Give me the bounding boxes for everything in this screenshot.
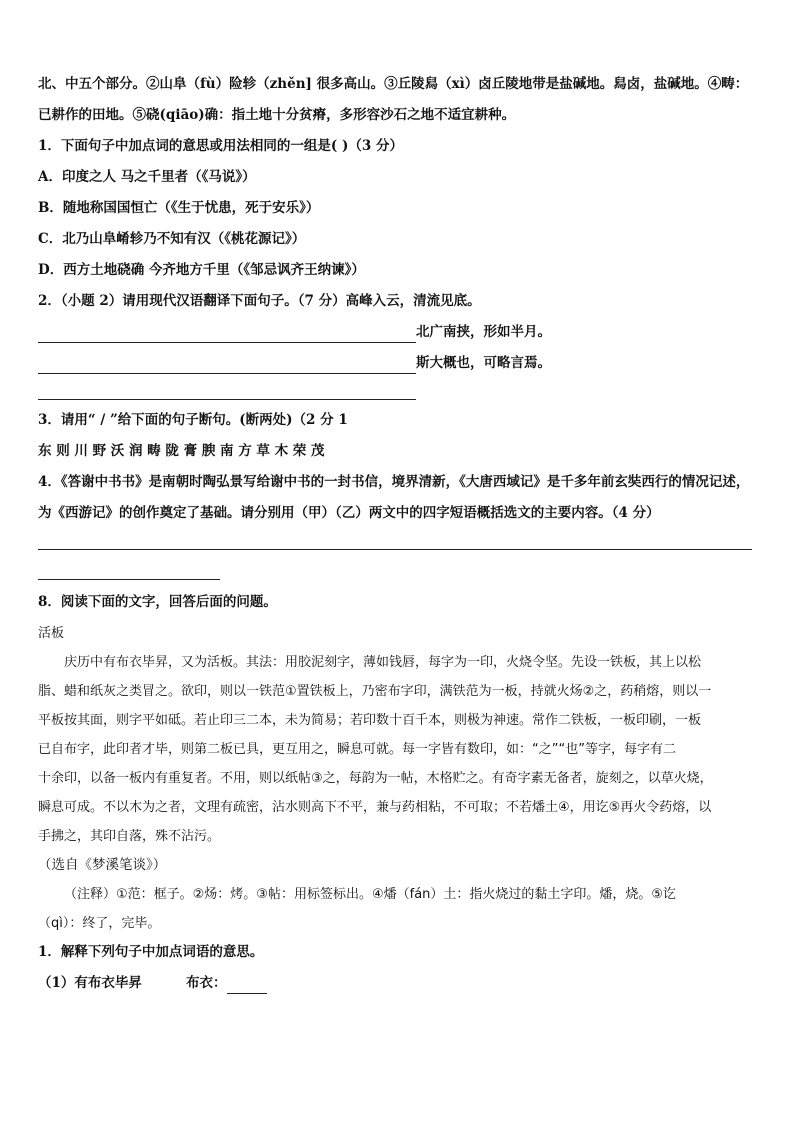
note-line-1: 北、中五个部分。②山阜（fù）险轸（zhěn] 很多高山。③丘陵舄（xì）卤丘陵地带是盐碱地。舄卤，盐碱地。④畴：	[38, 76, 749, 92]
answer-line-c	[38, 384, 758, 400]
passage-line: 庆历中有布衣毕昇，又为活板。其法：用胶泥刻字，薄如钱唇，每字为一印，火烧令坚。先设一铁板，其上以松	[64, 655, 702, 670]
item-word-label: 布衣：	[186, 975, 227, 991]
answer-blank[interactable]	[38, 564, 220, 580]
question-1-option-a: A．印度之人 马之千里者（《马说》）	[38, 169, 256, 185]
passage-line: 手拂之，其印自落，殊不沾污。	[38, 829, 221, 844]
question-1-option-b: B．随地称国国恒亡（《生于忧患，死于安乐》）	[38, 200, 320, 216]
question-8-1-item	[38, 973, 758, 994]
answer-line-d	[38, 534, 758, 550]
passage-notes-line-2: （qì）：终了，完毕。	[38, 916, 161, 931]
answer-line-b	[38, 353, 758, 374]
passage-source: （选自《梦溪笔谈》）	[38, 857, 167, 873]
answer-line-a-tail: 北广南挟，形如半月。	[416, 324, 551, 340]
question-4-line-1: 4．《答谢中书书》是南朝时陶弘景写给谢中书的一封书信，境界清新，《大唐西域记》是千多年前玄奘西行的情况记述，	[38, 474, 750, 490]
question-1-stem: 1．下面句子中加点词的意思或用法相同的一组是( )（3 分）	[38, 138, 403, 154]
question-3-sentence: 东 则 川 野 沃 润 畴 陇 膏 腴 南 方 草 木 荣 茂	[38, 443, 325, 459]
passage-line: 十余印，以备一板内有重复者。不用，则以纸帖③之，每韵为一帖，木格贮之。有奇字素无备者，旋刻之，以草火烧，	[38, 771, 713, 786]
passage-title: 活板	[38, 626, 65, 641]
passage-line: 平板按其面，则字平如砥。若止印三二本，未为简易；若印数十百千本，则极为神速。常作二铁板，一板印刷，一板	[38, 713, 702, 728]
answer-blank[interactable]	[38, 534, 752, 550]
answer-line-b-tail: 斯大概也，可略言焉。	[416, 355, 551, 371]
question-3-stem: 3．请用“ / ”给下面的句子断句。(断两处)（2 分 1	[38, 412, 348, 428]
answer-blank[interactable]	[38, 358, 416, 374]
question-8-1-stem: 1．解释下列句子中加点词语的意思。	[38, 944, 264, 960]
passage-line: 瞬息可成。不以木为之者，文理有疏密，沾水则高下不平，兼与药相粘，不可取；不若燔土④，用讫⑤再火令药熔，以	[38, 800, 712, 815]
item-sentence: （1）有布衣毕昇	[38, 975, 142, 991]
note-line-2: 已耕作的田地。⑤硗(qiāo)确：指土地十分贫瘠，多形容沙石之地不适宜耕种。	[38, 107, 516, 123]
answer-line-a	[38, 322, 758, 343]
answer-line-e	[38, 564, 758, 580]
answer-blank[interactable]	[227, 978, 267, 994]
document-page	[38, 74, 758, 994]
question-4-line-2: 为《西游记》的创作奠定了基础。请分别用（甲）（乙）两文中的四字短语概括选文的主要内容。（4 分）	[38, 505, 660, 521]
passage-line: 已自布字，此印者才毕，则第二板已具，更互用之，瞬息可就。每一字皆有数印，如：“之”“也”等字，每字有二	[38, 742, 676, 757]
question-1-option-c: C．北乃山阜崤轸乃不知有汉（《桃花源记》）	[38, 231, 306, 247]
answer-blank[interactable]	[38, 327, 416, 343]
answer-blank[interactable]	[38, 384, 416, 400]
passage-line: 脂、蜡和纸灰之类冒之。欲印，则以一铁范①置铁板上，乃密布字印，满铁范为一板，持就火炀②之，药稍熔，则以一	[38, 684, 712, 699]
question-8-stem: 8．阅读下面的文字，回答后面的问题。	[38, 594, 277, 610]
question-1-option-d: D．西方土地硗确 今齐地方千里（《邹忌讽齐王纳谏》）	[38, 262, 365, 278]
passage-notes-line-1: （注释）①范：框子。②炀：烤。③帖：用标签标出。④燔（fán）土：指火烧过的黏土字印。燔，烧。⑤讫	[64, 887, 677, 902]
question-2-stem: 2．（小题 2）请用现代汉语翻译下面句子。（7 分）高峰入云，清流见底。	[38, 293, 481, 309]
